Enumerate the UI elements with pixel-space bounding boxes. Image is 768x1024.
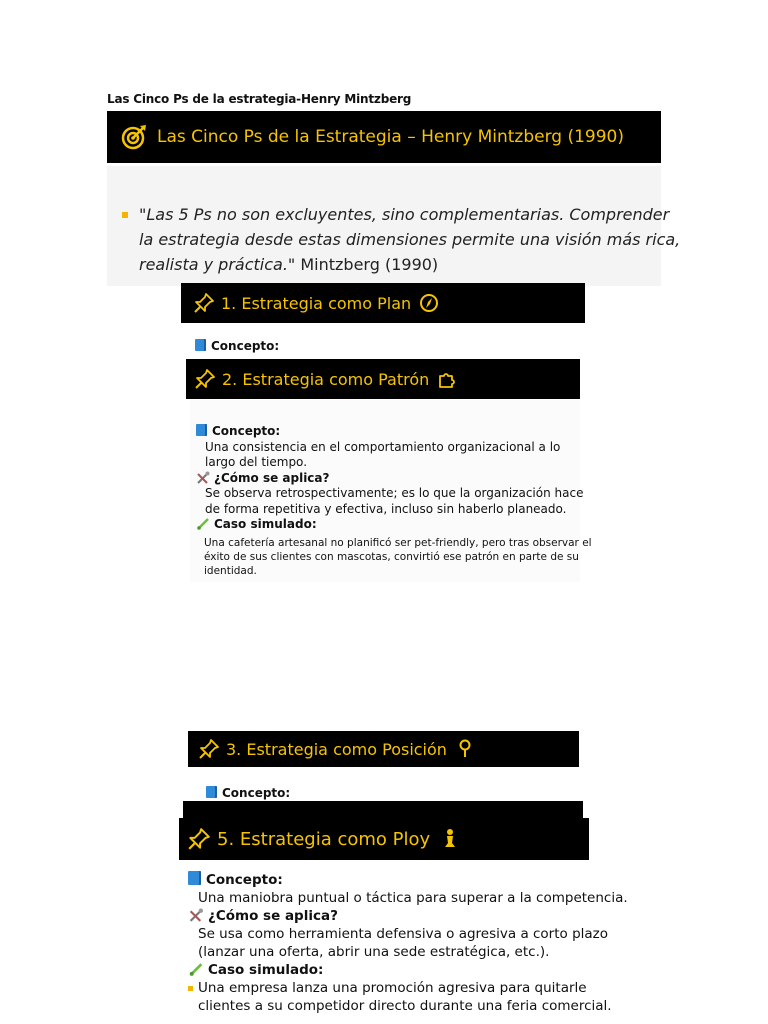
compass-icon [419, 293, 439, 313]
section-patron-title: 2. Estrategia como Patrón [222, 369, 430, 389]
aplica-label: ¿Cómo se aplica? [214, 470, 330, 485]
brush-icon [188, 962, 204, 976]
caso-label: Caso simulado: [214, 517, 317, 531]
section-posicion-banner [188, 731, 579, 767]
aplica-line: (lanzar una oferta, abrir una sede estratégica, etc.). [198, 944, 550, 960]
caso-line: identidad. [204, 564, 257, 577]
section-posicion-title: 3. Estrategia como Posición [226, 739, 447, 759]
section-plan-banner [181, 283, 585, 323]
caso-bullet [188, 986, 193, 991]
caso-line: Una empresa lanza una promoción agresiva para quitarle [198, 980, 587, 996]
quote-line: la estrategia desde estas dimensiones permite una visión más rica, [139, 230, 681, 249]
pin-icon [198, 738, 220, 760]
quote-bullet [122, 212, 128, 218]
brush-icon [196, 517, 210, 530]
caso-line: Una cafetería artesanal no planificó ser pet-friendly, pero tras observar el [204, 536, 592, 549]
main-banner-title: Las Cinco Ps de la Estrategia – Henry Mintzberg (1990) [157, 127, 625, 147]
caso-line: clientes a su competidor directo durante una feria comercial. [198, 998, 612, 1014]
quote-line: realista y práctica." [139, 255, 296, 274]
pin-icon [194, 368, 216, 390]
concepto-label: Concepto: [212, 424, 281, 438]
section-ploy-body [188, 871, 628, 1015]
quote-text [139, 202, 680, 277]
aplica-label: ¿Cómo se aplica? [208, 908, 338, 924]
section-posicion-concepto [206, 786, 290, 800]
aplica-line: Se usa como herramienta defensiva o agresiva a corto plazo [198, 926, 609, 942]
pin-icon [193, 292, 215, 314]
chess-piece-icon [442, 828, 458, 850]
pin-icon [187, 827, 211, 851]
tools-icon [188, 908, 204, 922]
aplica-line: de forma repetitiva y efectiva, incluso sin haberlo planeado. [205, 501, 567, 516]
section-ploy-banner [179, 818, 589, 860]
book-icon [188, 871, 201, 885]
quote-author: Mintzberg (1990) [295, 255, 439, 274]
caso-label: Caso simulado: [208, 962, 324, 978]
concepto-line: largo del tiempo. [205, 455, 308, 469]
book-icon [206, 786, 217, 798]
quote-line: "Las 5 Ps no son excluyentes, sino complementarias. Comprender [139, 205, 670, 224]
document-title: Las Cinco Ps de la estrategia-Henry Mintzberg [107, 92, 412, 106]
tools-icon [196, 471, 210, 484]
caso-line: éxito de sus clientes con mascotas, convirtió ese patrón en parte de su [204, 550, 579, 563]
concepto-label: Concepto: [222, 786, 291, 800]
concepto-label: Concepto: [206, 872, 283, 888]
aplica-line: Se observa retrospectivamente; es lo que la organización hace [205, 486, 584, 500]
target-icon [121, 124, 147, 150]
book-icon [195, 339, 206, 351]
section-ploy-title: 5. Estrategia como Ploy [217, 828, 431, 850]
location-pin-icon [457, 739, 473, 759]
concepto-line: Una consistencia en el comportamiento organizacional a lo [205, 439, 561, 454]
section-patron-body [196, 424, 592, 578]
section-plan-title: 1. Estrategia como Plan [221, 293, 412, 313]
book-icon [196, 424, 207, 436]
section-plan-concepto [195, 339, 279, 353]
concepto-line: Una maniobra puntual o táctica para superar a la competencia. [198, 890, 628, 906]
concepto-label: Concepto: [211, 339, 280, 353]
puzzle-icon [437, 369, 457, 389]
main-banner [107, 111, 661, 163]
section-patron-banner [186, 359, 580, 399]
